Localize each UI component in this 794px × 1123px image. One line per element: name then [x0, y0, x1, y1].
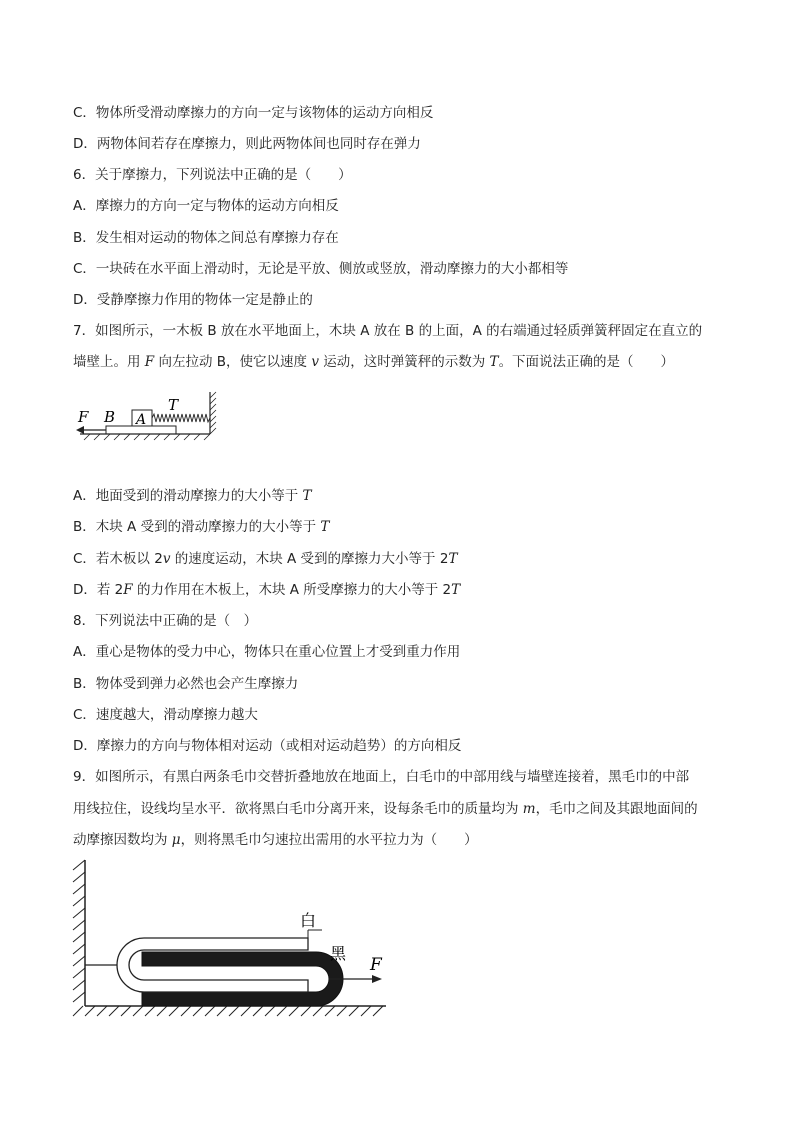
q7-stem-line1: 7．如图所示，一木板 B 放在水平地面上，木块 A 放在 B 的上面，A 的右端通过轻质弹簧秤固定在直立的	[73, 323, 703, 339]
q8-option-b: B．物体受到弹力必然也会产生摩擦力	[73, 676, 299, 692]
q7-stem-line2: 墙壁上。用 F 向左拉动 B，使它以速度 v 运动，这时弹簧秤的示数为 T。下面说法正确的是（ ）	[73, 354, 675, 370]
figure-9-towels-diagram	[68, 856, 398, 1021]
q5-option-c: C．物体所受滑动摩擦力的方向一定与该物体的运动方向相反	[73, 105, 434, 121]
q6-option-c: C．一块砖在水平面上滑动时，无论是平放、侧放或竖放，滑动摩擦力的大小都相等	[73, 261, 569, 277]
label-black: 黑	[330, 944, 347, 963]
q8-option-d: D．摩擦力的方向与物体相对运动（或相对运动趋势）的方向相反	[73, 738, 462, 754]
q7-option-c: C．若木板以 2v 的速度运动，木块 A 受到的摩擦力大小等于 2T	[73, 551, 458, 567]
q9-stem-line2: 用线拉住，设线均呈水平．欲将黑白毛巾分离开来，设每条毛巾的质量均为 m，毛巾之间及其跟地面间的	[73, 801, 698, 817]
label-b: B	[104, 408, 116, 426]
q7-option-b: B．木块 A 受到的滑动摩擦力的大小等于 T	[73, 519, 330, 535]
q6-option-a: A．摩擦力的方向一定与物体的运动方向相反	[73, 198, 339, 214]
q8-option-c: C．速度越大，滑动摩擦力越大	[73, 707, 258, 723]
q7-option-a: A．地面受到的滑动摩擦力的大小等于 T	[73, 488, 312, 504]
label-a: A	[136, 412, 147, 428]
q7-option-d: D．若 2F 的力作用在木板上，木块 A 所受摩擦力的大小等于 2T	[73, 582, 461, 598]
q8-stem: 8．下列说法中正确的是（ ）	[73, 613, 258, 629]
q5-option-d: D．两物体间若存在摩擦力，则此两物体间也同时存在弹力	[73, 136, 421, 152]
q8-option-a: A．重心是物体的受力中心，物体只在重心位置上才受到重力作用	[73, 644, 461, 660]
label-f: F	[78, 408, 89, 426]
label-f: F	[370, 955, 382, 975]
label-white: 白	[300, 911, 317, 930]
spring	[152, 414, 210, 422]
black-towel	[142, 952, 343, 1006]
figure-7-block-spring-diagram	[70, 388, 230, 468]
q9-stem-line1: 9．如图所示，有黑白两条毛巾交替折叠地放在地面上，白毛巾的中部用线与墙壁连接着，黑毛巾的中部	[73, 769, 690, 785]
q6-option-b: B．发生相对运动的物体之间总有摩擦力存在	[73, 230, 339, 246]
q9-stem-line3: 动摩擦因数均为 μ，则将黑毛巾匀速拉出需用的水平拉力为（ ）	[73, 832, 478, 848]
q6-stem: 6．关于摩擦力，下列说法中正确的是（ ）	[73, 167, 352, 183]
label-t: T	[168, 396, 179, 414]
force-f-arrow	[372, 975, 382, 983]
q6-option-d: D．受静摩擦力作用的物体一定是静止的	[73, 292, 313, 308]
